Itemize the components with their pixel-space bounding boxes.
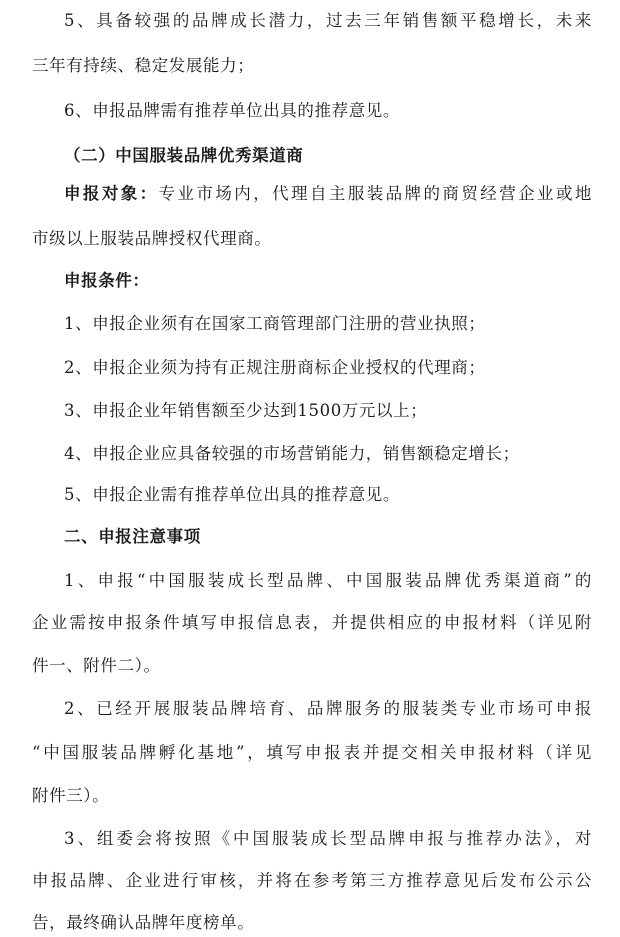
paragraph-line: 3、组委会将按照《中国服装成长型品牌申报与推荐办法》，对 bbox=[64, 829, 592, 848]
section-heading: （二）中国服装品牌优秀渠道商 bbox=[64, 146, 304, 165]
paragraph-line: 企业需按申报条件填写申报信息表，并提供相应的申报材料（详见附 bbox=[32, 613, 592, 632]
paragraph-line: 件一、附件二）。 bbox=[32, 656, 161, 675]
paragraph-line: 三年有持续、稳定发展能力； bbox=[32, 56, 255, 75]
list-item: 5、申报企业需有推荐单位出具的推荐意见。 bbox=[64, 485, 400, 504]
paragraph-line: 附件三）。 bbox=[32, 786, 110, 805]
paragraph-line: 2、已经开展服装品牌培育、品牌服务的服装类专业市场可申报 bbox=[64, 699, 592, 718]
paragraph-line: 5、具备较强的品牌成长潜力，过去三年销售额平稳增长，未来 bbox=[64, 11, 592, 30]
paragraph-line: 6、申报品牌需有推荐单位出具的推荐意见。 bbox=[64, 101, 400, 120]
paragraph-line: 市级以上服装品牌授权代理商。 bbox=[32, 229, 272, 248]
list-item: 4、申报企业应具备较强的市场营销能力，销售额稳定增长； bbox=[64, 444, 520, 463]
section-heading: 二、申报注意事项 bbox=[64, 527, 201, 546]
paragraph-line: “中国服装品牌孵化基地”，填写申报表并提交相关申报材料（详见 bbox=[32, 743, 592, 762]
list-item: 3、申报企业年销售额至少达到1500万元以上； bbox=[64, 401, 428, 420]
paragraph-line: 申报品牌、企业进行审核，并将在参考第三方推荐意见后发布公示公 bbox=[32, 871, 592, 890]
subheading: 申报条件： bbox=[64, 271, 150, 290]
list-item: 1、申报企业须有在国家工商管理部门注册的营业执照； bbox=[64, 314, 486, 333]
label-prefix: 申报对象： bbox=[64, 184, 159, 203]
paragraph-line: 1、申报“中国服装成长型品牌、中国服装品牌优秀渠道商”的 bbox=[64, 571, 592, 590]
list-item: 2、申报企业须为持有正规注册商标企业授权的代理商； bbox=[64, 358, 486, 377]
paragraph-line: 告，最终确认品牌年度榜单。 bbox=[32, 913, 255, 932]
paragraph-line: 申报对象：专业市场内，代理自主服装品牌的商贸经营企业或地 bbox=[64, 184, 592, 203]
